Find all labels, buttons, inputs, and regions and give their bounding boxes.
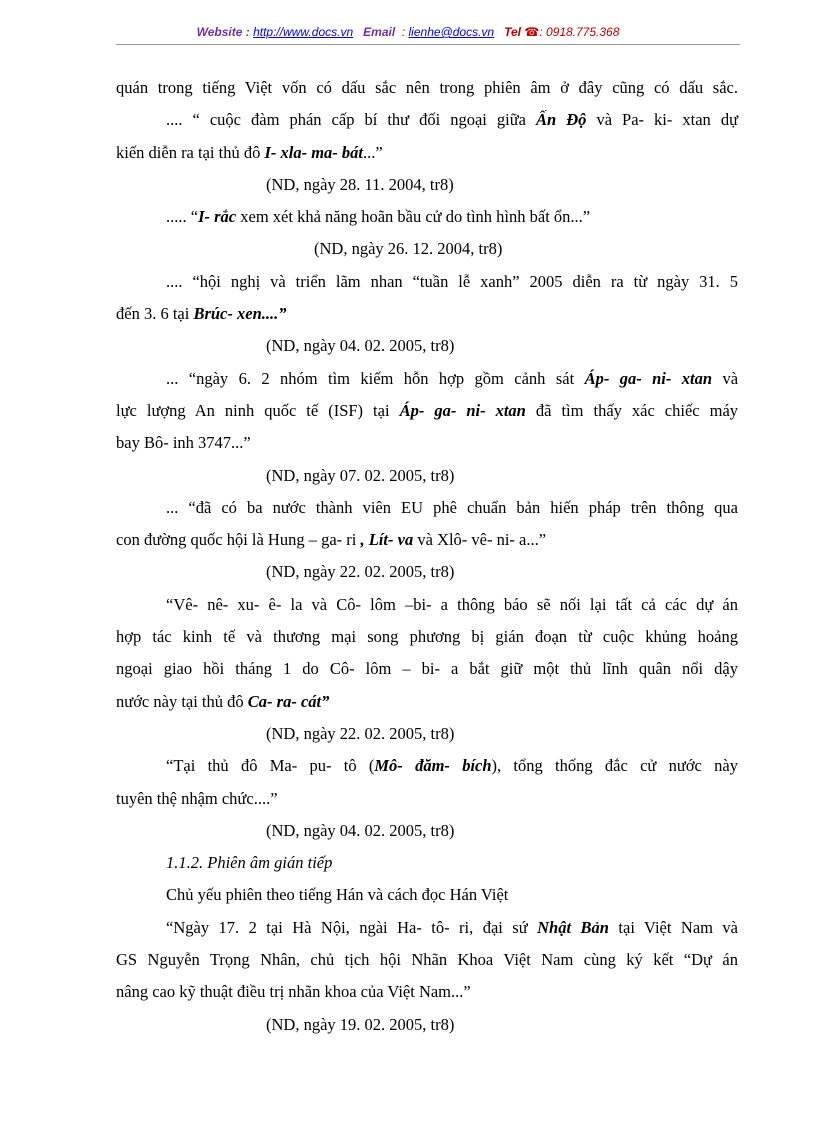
place-name: Ấn Độ (536, 110, 587, 130)
section-heading: 1.1.2. Phiên âm gián tiếp (166, 853, 333, 873)
citation: (ND, ngày 19. 02. 2005, tr8) (266, 1014, 455, 1034)
text-line: ... “ngày 6. 2 nhóm tìm kiếm hỗn hợp gồm cảnh sát Áp- ga- ni- xtan và (166, 368, 739, 388)
text-line: “Vê- nê- xu- ê- la và Cô- lôm –bi- a thông báo sẽ nối lại tất cả các dự án (166, 594, 738, 614)
place-name: Áp- ga- ni- xtan (399, 400, 526, 420)
place-name: Mô- đăm- bích (374, 756, 492, 776)
document-body (116, 72, 738, 1041)
website-label: Website : (196, 25, 250, 39)
text-line: nước này tại thủ đô Ca- ra- cát” (116, 691, 330, 711)
text-line: kiến diễn ra tại thủ đô I- xla- ma- bát...” (116, 142, 383, 162)
place-name: , Lít- va (360, 530, 414, 550)
citation: (ND, ngày 04. 02. 2005, tr8) (266, 820, 455, 840)
text-line: ngoại giao hồi tháng 1 do Cô- lôm – bi- a bắt giữ một thủ lĩnh quân nổi dậy (116, 659, 738, 679)
text-line: ..... “I- rắc xem xét khả năng hoãn bầu cử do tình hình bất ổn...” (166, 207, 591, 227)
header-divider (116, 44, 740, 45)
place-name: I- xla- ma- bát (264, 142, 364, 162)
tel-label: Tel (504, 25, 522, 39)
text-line: lực lượng An ninh quốc tế (ISF) tại Áp- ga- ni- xtan đã tìm thấy xác chiếc máy (116, 400, 739, 420)
text-line: “Ngày 17. 2 tại Hà Nội, ngài Ha- tô- ri, đại sứ Nhật Bản tại Việt Nam và (166, 917, 739, 937)
text-line: quán trong tiếng Việt vốn có dấu sắc nên trong phiên âm ở đây cũng có dấu sắc. (116, 78, 738, 97)
place-name: Nhật Bản (537, 917, 609, 937)
citation: (ND, ngày 28. 11. 2004, tr8) (266, 174, 454, 194)
text-line: hợp tác kinh tế và thương mại song phương bị gián đoạn từ cuộc khủng hoảng (116, 627, 738, 647)
email-label: Email (363, 25, 396, 39)
citation: (ND, ngày 22. 02. 2005, tr8) (266, 723, 455, 743)
text-line: tuyên thệ nhậm chức....” (116, 788, 278, 808)
phone-icon: ☎ (524, 25, 540, 39)
text-line: con đường quốc hội là Hung – ga- ri , Lít- va và Xlô- vê- ni- a...” (116, 530, 547, 550)
page-header (0, 25, 816, 39)
text-line: đến 3. 6 tại Brúc- xen....” (116, 304, 287, 324)
text-line: bay Bô- inh 3747...” (116, 433, 251, 453)
place-name: Brúc- xen....” (193, 304, 287, 324)
text-line: ... “đã có ba nước thành viên EU phê chuẩn bản hiến pháp trên thông qua (166, 497, 738, 517)
email-separator: : (401, 25, 406, 39)
place-name: Ca- ra- cát” (247, 691, 330, 711)
citation: (ND, ngày 26. 12. 2004, tr8) (314, 239, 503, 259)
citation: (ND, ngày 22. 02. 2005, tr8) (266, 562, 455, 582)
citation: (ND, ngày 07. 02. 2005, tr8) (266, 465, 455, 485)
text-line: GS Nguyễn Trọng Nhân, chủ tịch hội Nhãn Khoa Việt Nam cùng ký kết “Dự án (116, 950, 738, 970)
text-line: “Tại thủ đô Ma- pu- tô (Mô- đăm- bích), tổng thống đắc cử nước này (166, 756, 738, 776)
place-name: I- rắc (198, 207, 237, 227)
website-link[interactable]: http://www.docs.vn (253, 25, 354, 39)
citation: (ND, ngày 04. 02. 2005, tr8) (266, 336, 455, 356)
email-link[interactable]: lienhe@docs.vn (408, 25, 495, 39)
text-line: Chủ yếu phiên theo tiếng Hán và cách đọc Hán Việt (166, 885, 509, 905)
text-line: nâng cao kỹ thuật điều trị nhãn khoa của Việt Nam...” (116, 982, 471, 1002)
tel-value: : 0918.775.368 (539, 25, 620, 39)
text-line: .... “ cuộc đàm phán cấp bí thư đối ngoại giữa Ấn Độ và Pa- ki- xtan dự (166, 110, 739, 130)
place-name: Áp- ga- ni- xtan (584, 368, 713, 388)
text-line: .... “hội nghị và triển lãm nhan “tuần lễ xanh” 2005 diễn ra từ ngày 31. 5 (166, 271, 738, 291)
